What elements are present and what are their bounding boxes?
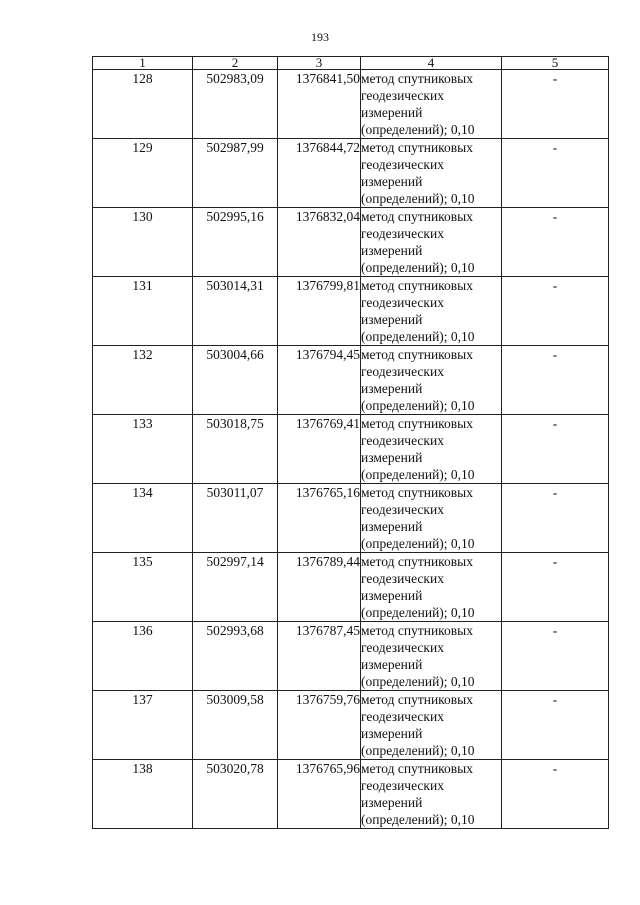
point-number-cell: 138 <box>93 760 193 829</box>
method-text-line: измерений <box>361 312 423 327</box>
method-text-line: (определений); 0,10 <box>361 122 475 137</box>
method-accuracy-cell <box>361 760 502 829</box>
y-coordinate-cell: 1376841,50 <box>278 70 361 139</box>
method-text-line: геодезических <box>361 433 444 448</box>
method-text-line: (определений); 0,10 <box>361 467 475 482</box>
method-text-line: (определений); 0,10 <box>361 674 475 689</box>
method-accuracy-cell <box>361 346 502 415</box>
method-text-line: метод спутниковых <box>361 554 473 569</box>
method-text-line: (определений); 0,10 <box>361 260 475 275</box>
x-coordinate-cell: 503011,07 <box>193 484 278 553</box>
table-row <box>93 415 609 484</box>
method-text-line: измерений <box>361 657 423 672</box>
method-text-line: измерений <box>361 726 423 741</box>
y-coordinate-cell: 1376832,04 <box>278 208 361 277</box>
x-coordinate-cell: 503004,66 <box>193 346 278 415</box>
note-cell: - <box>502 691 609 760</box>
method-accuracy-cell <box>361 70 502 139</box>
note-cell: - <box>502 415 609 484</box>
method-text-line: метод спутниковых <box>361 278 473 293</box>
method-text-line: геодезических <box>361 295 444 310</box>
table-header-row <box>93 57 609 70</box>
method-text-line: метод спутниковых <box>361 209 473 224</box>
x-coordinate-cell: 503014,31 <box>193 277 278 346</box>
method-text-line: измерений <box>361 795 423 810</box>
table-row <box>93 553 609 622</box>
y-coordinate-cell: 1376794,45 <box>278 346 361 415</box>
x-coordinate-cell: 502995,16 <box>193 208 278 277</box>
column-header-2: 2 <box>193 57 278 70</box>
method-text-line: геодезических <box>361 157 444 172</box>
table-row <box>93 760 609 829</box>
method-text-line: измерений <box>361 381 423 396</box>
point-number-cell: 137 <box>93 691 193 760</box>
point-number-cell: 130 <box>93 208 193 277</box>
method-text-line: метод спутниковых <box>361 71 473 86</box>
x-coordinate-cell: 503009,58 <box>193 691 278 760</box>
note-cell: - <box>502 70 609 139</box>
method-text-line: измерений <box>361 105 423 120</box>
method-text-line: геодезических <box>361 502 444 517</box>
method-text-line: геодезических <box>361 571 444 586</box>
table-row <box>93 484 609 553</box>
column-header-4: 4 <box>361 57 502 70</box>
x-coordinate-cell: 502997,14 <box>193 553 278 622</box>
x-coordinate-cell: 502987,99 <box>193 139 278 208</box>
method-text-line: (определений); 0,10 <box>361 536 475 551</box>
table-row <box>93 622 609 691</box>
method-accuracy-cell <box>361 691 502 760</box>
method-text-line: (определений); 0,10 <box>361 743 475 758</box>
y-coordinate-cell: 1376765,96 <box>278 760 361 829</box>
coordinates-table <box>92 56 609 829</box>
note-cell: - <box>502 760 609 829</box>
table-row <box>93 208 609 277</box>
note-cell: - <box>502 553 609 622</box>
method-text-line: метод спутниковых <box>361 692 473 707</box>
method-text-line: метод спутниковых <box>361 761 473 776</box>
y-coordinate-cell: 1376844,72 <box>278 139 361 208</box>
y-coordinate-cell: 1376765,16 <box>278 484 361 553</box>
column-header-3: 3 <box>278 57 361 70</box>
x-coordinate-cell: 503018,75 <box>193 415 278 484</box>
method-text-line: метод спутниковых <box>361 140 473 155</box>
table-row <box>93 139 609 208</box>
method-text-line: измерений <box>361 588 423 603</box>
method-accuracy-cell <box>361 484 502 553</box>
table-row <box>93 277 609 346</box>
column-header-1: 1 <box>93 57 193 70</box>
x-coordinate-cell: 503020,78 <box>193 760 278 829</box>
method-text-line: геодезических <box>361 778 444 793</box>
point-number-cell: 133 <box>93 415 193 484</box>
method-text-line: (определений); 0,10 <box>361 812 475 827</box>
method-text-line: геодезических <box>361 364 444 379</box>
method-text-line: (определений); 0,10 <box>361 329 475 344</box>
note-cell: - <box>502 208 609 277</box>
point-number-cell: 128 <box>93 70 193 139</box>
y-coordinate-cell: 1376759,76 <box>278 691 361 760</box>
method-text-line: (определений); 0,10 <box>361 605 475 620</box>
method-text-line: метод спутниковых <box>361 623 473 638</box>
method-text-line: измерений <box>361 243 423 258</box>
note-cell: - <box>502 277 609 346</box>
method-text-line: (определений); 0,10 <box>361 398 475 413</box>
method-accuracy-cell <box>361 553 502 622</box>
point-number-cell: 136 <box>93 622 193 691</box>
table-row <box>93 70 609 139</box>
point-number-cell: 131 <box>93 277 193 346</box>
note-cell: - <box>502 346 609 415</box>
method-text-line: (определений); 0,10 <box>361 191 475 206</box>
method-text-line: геодезических <box>361 226 444 241</box>
y-coordinate-cell: 1376769,41 <box>278 415 361 484</box>
method-text-line: метод спутниковых <box>361 347 473 362</box>
note-cell: - <box>502 622 609 691</box>
y-coordinate-cell: 1376787,45 <box>278 622 361 691</box>
method-text-line: геодезических <box>361 88 444 103</box>
column-header-5: 5 <box>502 57 609 70</box>
method-text-line: измерений <box>361 174 423 189</box>
table-row <box>93 691 609 760</box>
method-text-line: измерений <box>361 519 423 534</box>
method-accuracy-cell <box>361 208 502 277</box>
method-accuracy-cell <box>361 277 502 346</box>
point-number-cell: 134 <box>93 484 193 553</box>
method-text-line: геодезических <box>361 640 444 655</box>
page-number: 193 <box>311 30 329 44</box>
point-number-cell: 129 <box>93 139 193 208</box>
y-coordinate-cell: 1376799,81 <box>278 277 361 346</box>
method-text-line: метод спутниковых <box>361 416 473 431</box>
method-text-line: метод спутниковых <box>361 485 473 500</box>
note-cell: - <box>502 484 609 553</box>
y-coordinate-cell: 1376789,44 <box>278 553 361 622</box>
table-row <box>93 346 609 415</box>
point-number-cell: 135 <box>93 553 193 622</box>
x-coordinate-cell: 502983,09 <box>193 70 278 139</box>
method-text-line: геодезических <box>361 709 444 724</box>
x-coordinate-cell: 502993,68 <box>193 622 278 691</box>
method-accuracy-cell <box>361 622 502 691</box>
method-text-line: измерений <box>361 450 423 465</box>
point-number-cell: 132 <box>93 346 193 415</box>
note-cell: - <box>502 139 609 208</box>
method-accuracy-cell <box>361 139 502 208</box>
method-accuracy-cell <box>361 415 502 484</box>
